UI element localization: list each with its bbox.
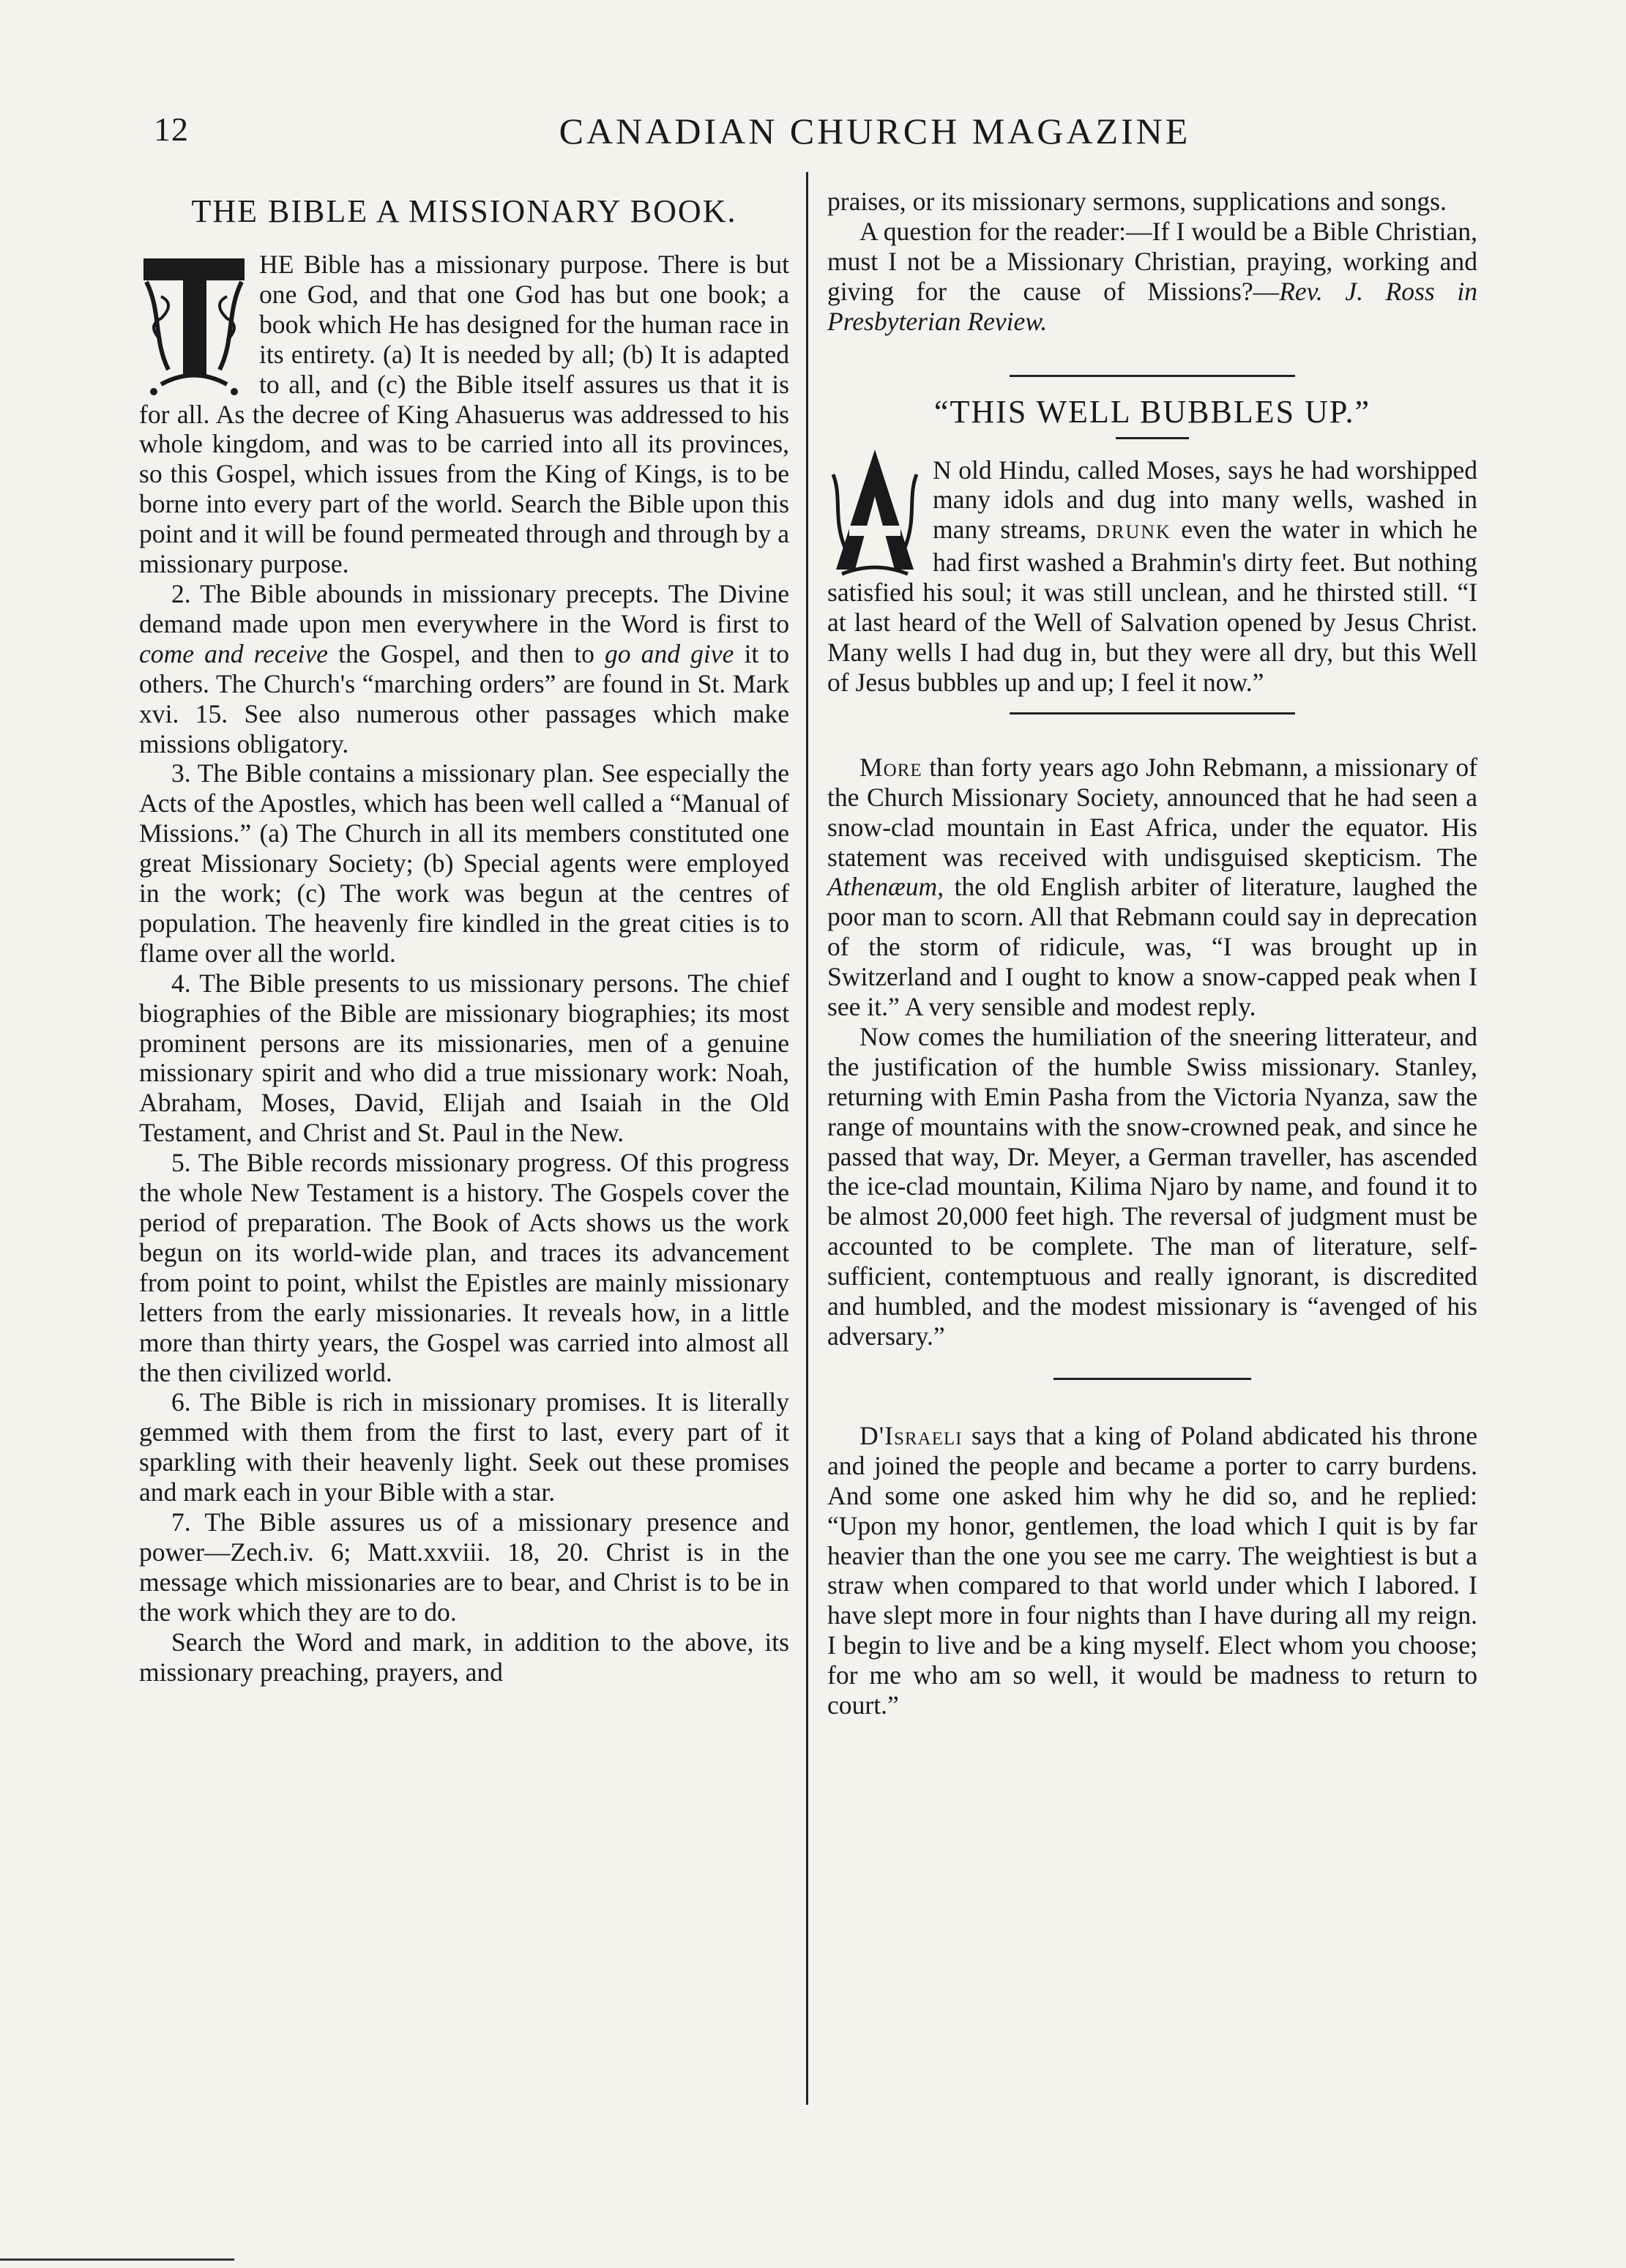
paragraph-rebmann — [827, 753, 1477, 1022]
attribution: Rev. J. Ross in Presbyterian Review. — [827, 276, 1477, 336]
article-title-bible-missionary-book: THE BIBLE A MISSIONARY BOOK. — [191, 193, 737, 229]
hindu-text-a: N old Hindu, called Moses, says he had worshipped many idols and dug into many wells, washed in many streams, — [933, 455, 1477, 545]
disraeli-lead: D'Israeli — [859, 1420, 963, 1450]
magazine-title: CANADIAN CHURCH MAGAZINE — [559, 111, 1191, 152]
paragraph-8: Search the Word and mark, in addition to the above, its missionary preaching, prayers, and — [139, 1627, 789, 1687]
left-column — [139, 187, 789, 1687]
dropcap-a-ornament-icon — [827, 445, 922, 577]
question-text: A question for the reader:—If I would be a Bible Christian, must I not be a Missionary Christian, praying, working and giving for the cause of Missions?— — [827, 216, 1477, 306]
rebmann-text-b: , the old English arbiter of literature, laughed the poor man to scorn. All that Rebmann could say in deprecation of the storm of ridicule, was, “I was brought up in Switzerland and I ought to know a snow-capped peak when I see it.” A very sensible and modest reply. — [827, 872, 1477, 1022]
paragraph-rebmann-2: Now comes the humiliation of the sneering litterateur, and the justification of the humble Swiss missionary. Stanley, returning with Emin Pasha from the Victoria Nyanza, saw the range of mountains with the snow-crowned peak, and since he passed that way, Dr. Meyer, a German traveller, has ascended the ice-clad mountain, Kilima Njaro by name, and found it to be almost 20,000 feet high. The reversal of judgment must be accounted to be complete. The man of literature, self-sufficient, contemptuous and really ignorant, is discredited and humbled, and the modest missionary is “avenged of his adversary.” — [827, 1021, 1477, 1351]
p2-emphasis-2: go and give — [604, 638, 734, 668]
rebmann-lead: More — [859, 752, 922, 782]
page-header — [154, 110, 1515, 161]
p2-text-c: it to others. The Church's “marching orders” are found in St. Mark xvi. 15. See also numerous other passages which make missions obligatory. — [139, 638, 789, 758]
bottom-edge-mark — [0, 2258, 234, 2261]
title-underline — [1116, 437, 1189, 439]
paragraph-3: 3. The Bible contains a missionary plan. See especially the Acts of the Apostles, which has been well called a “Manual of Missions.” (a) The Church in all its members constituted one great Missionary Society; (b) Special agents were employed in the work; (c) The work was begun at the centres of population. The heavenly fire kindled in the great cities is to flame over all the world. — [139, 758, 789, 968]
article2-body — [827, 455, 1477, 698]
hindu-drunk: DRUNK — [1096, 521, 1171, 543]
p2-text-b: the Gospel, and then to — [327, 638, 605, 668]
rebmann-text-a: than forty years ago John Rebmann, a missionary of the Church Missionary Society, announced that he had seen a snow-clad mountain in East Africa, under the equator. His statement was received with undisguised skepticism. The — [827, 752, 1477, 872]
paragraph-5: 5. The Bible records missionary progress. Of this progress the whole New Testament is a history. The Gospels cover the period of preparation. The Book of Acts shows us the work begun on its world-wide plan, and traces its advancement from point to point, whilst the Epistles are mainly missionary letters from the early missionaries. It reveals how, in a little more than thirty years, the Gospel was carried into almost all the then civilized world. — [139, 1148, 789, 1387]
paragraph-hindu — [827, 455, 1477, 698]
paragraph-disraeli — [827, 1421, 1477, 1720]
p2-text-a: 2. The Bible abounds in missionary precepts. The Divine demand made upon men everywhere in the Word is first to — [139, 578, 789, 638]
paragraph-7: 7. The Bible assures us of a missionary presence and power—Zech.iv. 6; Matt.xxviii. 18, 20. Christ is in the message which missionaries are to bear, and Christ is to be in the work which they are to do. — [139, 1507, 789, 1627]
p2-emphasis-1: come and receive — [139, 638, 328, 668]
hindu-text-b: even the water in which he had first washed a Brahmin's dirty feet. But nothing satisfied his soul; it was still unclean, and he thirsted still. “I at last heard of the Well of Salvation opened by Jesus Christ. Many wells I had dug in, but they were all dry, but this Well of Jesus bubbles up and up; I feel it now.” — [827, 515, 1477, 697]
dropcap-t-ornament-icon — [139, 253, 249, 399]
paragraph-4: 4. The Bible presents to us missionary persons. The chief biographies of the Bible are missionary biographies; its most prominent persons are its missionaries, men of a genuine missionary spirit and who did a true missionary work: Noah, Abraham, Moses, David, Elijah and Isaiah in the Old Testament, and Christ and St. Paul in the New. — [139, 968, 789, 1148]
column-divider — [806, 172, 808, 2105]
paragraph-6: 6. The Bible is rich in missionary promises. It is literally gemmed with them from the first to last, every part of it sparkling with their heavenly light. Seek out these promises and mark each in your Bible with a star. — [139, 1387, 789, 1507]
paragraph-continuation: praises, or its missionary sermons, supplications and songs. — [827, 187, 1447, 216]
article-body — [139, 250, 789, 1687]
ornamental-dropcap-a — [827, 445, 922, 577]
article-title-well-bubbles-up: “THIS WELL BUBBLES UP.” — [934, 393, 1370, 430]
paragraph-2 — [139, 579, 789, 758]
right-column — [827, 187, 1477, 1720]
disraeli-text: says that a king of Poland abdicated his throne and joined the people and became a porter to carry burdens. And some one asked him why he did so, and he replied: “Upon my honor, gentlemen, the load which I quit is by far heavier than the one you see me carry. The weightiest is but a straw when compared to that world under which I labored. I have slept more in four nights than I have during all my reign. I begin to live and be a king myself. Elect whom you choose; for me who am so well, it would be madness to return to court.” — [827, 1420, 1477, 1720]
paragraph-question — [827, 217, 1477, 337]
page-number: 12 — [154, 111, 189, 148]
rebmann-athenaeum: Athenæum — [827, 872, 938, 902]
paragraph-intro: HE Bible has a missionary purpose. There is but one God, and that one God has but one book; a book which He has designed for the human race in its entirety. (a) It is needed by all; (b) It is adapted to all, and (c) the Bible itself assures us that it is for all. As the decree of King Ahasuerus was addressed to his whole kingdom, and was to be carried into all its provinces, so this Gospel, which issues from the King of Kings, is to be borne into every part of the world. Search the Bible upon this point and it will be found permeated through and through by a missionary purpose. — [139, 250, 789, 579]
ornamental-dropcap-t — [139, 253, 249, 399]
